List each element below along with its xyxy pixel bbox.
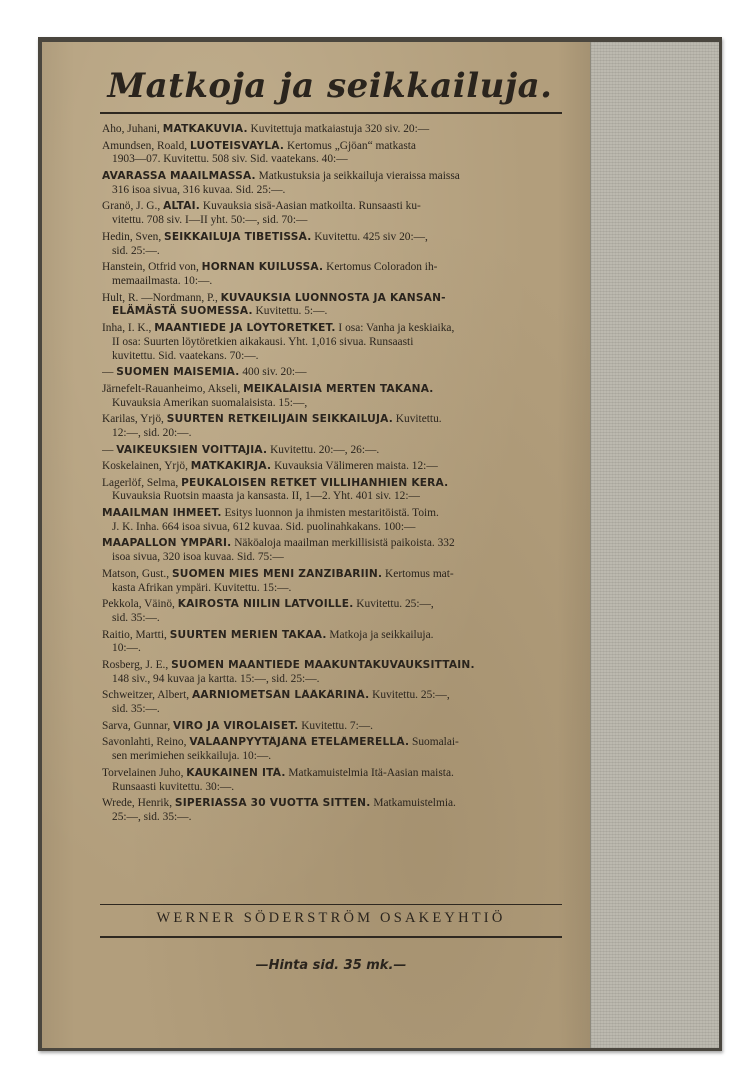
entry-title: VAIKEUKSIEN VOITTAJIA.: [116, 443, 268, 456]
list-item: [102, 507, 564, 535]
entry-description: Kertomus Coloradon ih-: [323, 261, 438, 274]
entry-author: Inha, I. K.,: [102, 321, 155, 334]
entry-author: Granö, J. G.,: [102, 200, 164, 213]
entry-author: Matson, Gust.,: [102, 567, 172, 580]
entry-description: Suomalai-: [409, 736, 459, 749]
entry-continuation: isoa sivua, 320 isoa kuvaa. Sid. 75:—: [112, 551, 284, 564]
entry-title: AVARASSA MAAILMASSA.: [102, 169, 256, 182]
entry-author: Schweitzer, Albert,: [102, 689, 193, 702]
list-item: [102, 123, 564, 137]
list-item: [102, 568, 564, 596]
entry-continuation: sid. 35:—.: [112, 703, 160, 716]
entry-title: KAIROSTA NIILIN LATVOILLE.: [177, 598, 354, 611]
entry-description: Matkamuistelmia Itä-Aasian maista.: [285, 766, 454, 779]
entry-title: AARNIOMETSÄN LÄÄKÄRINÄ.: [192, 689, 370, 702]
publisher-name: WERNER SÖDERSTRÖM OSAKEYHTIÖ: [156, 910, 506, 926]
list-item: [102, 598, 564, 626]
entry-continuation: sen merimiehen seikkailuja. 10:—.: [112, 750, 272, 763]
entry-title: SUOMEN MIES MENI ZANZIBARIIN.: [171, 567, 383, 580]
entry-continuation: II osa: Suurten löytöretkien aikakausi. Yht. 1,016 sivua. Runsaasti: [112, 335, 414, 348]
entry-title-continued: ELÄMÄSTÄ SUOMESSA.: [112, 305, 253, 318]
entry-continuation: Kuvauksia Amerikan suomalaisista. 15:—,: [112, 396, 308, 409]
entry-title: MAANTIEDE JA LÖYTÖRETKET.: [154, 321, 336, 334]
entry-description: Kuvitettu.: [392, 413, 442, 426]
entry-continuation: kasta Afrikan ympäri. Kuvitettu. 15:—.: [112, 581, 292, 594]
entry-description: Kuvauksia Välimeren maista. 12:—: [271, 460, 438, 473]
entry-title: SUOMEN MAANTIEDE MAAKUNTAKUVAUKSITTAIN.: [171, 659, 475, 672]
entry-continuation: 1903—07. Kuvitettu. 508 siv. Sid. vaatekans. 40:—: [112, 153, 348, 166]
entry-title: MAAILMAN IHMEET.: [102, 507, 222, 520]
entry-author: Hanstein, Otfrid von,: [102, 261, 202, 274]
list-item: [102, 689, 564, 717]
entry-title: SUURTEN MERIEN TAKAA.: [169, 628, 327, 641]
entry-description: Kuvitettu. 425 siv 20:—,: [311, 230, 428, 243]
list-item: [102, 413, 564, 441]
entry-title: LUOTEISVÄYLÄ.: [189, 139, 285, 152]
publisher-rule-bottom: [100, 936, 562, 938]
entry-description: Näköaloja maailman merkillisistä paikoista. 332: [231, 537, 455, 550]
entry-continuation: Kuvauksia Ruotsin maasta ja kansasta. II, 1—2. Yht. 401 siv. 12:—: [112, 490, 420, 503]
entry-title: SEIKKAILUJA TIBETISSÄ.: [164, 230, 312, 243]
entry-author: Järnefelt-Rauanheimo, Akseli,: [102, 382, 244, 395]
list-item: [102, 292, 564, 320]
entry-author: Aho, Juhani,: [102, 123, 163, 135]
entry-continuation: 12:—, sid. 20:—.: [112, 426, 192, 439]
entry-title: ALTAI.: [163, 200, 201, 213]
entry-author: —: [102, 366, 117, 379]
entry-description: Kertomus mat-: [382, 567, 454, 580]
list-item: [102, 720, 564, 734]
list-item: [102, 261, 564, 289]
entry-author: Wrede, Henrik,: [102, 797, 175, 810]
entry-continuation: sid. 35:—.: [112, 612, 160, 625]
list-item: [102, 629, 564, 657]
entry-author: Koskelainen, Yrjö,: [102, 460, 191, 473]
entry-continuation: 25:—, sid. 35:—.: [112, 810, 192, 823]
entry-author: Amundsen, Roald,: [102, 139, 190, 152]
list-item: [102, 366, 564, 380]
entry-author: Pekkola, Väinö,: [102, 598, 178, 611]
list-item: [102, 797, 564, 825]
entry-title: HORNAN KUILUSSA.: [201, 261, 324, 274]
entry-author: Karilas, Yrjö,: [102, 413, 167, 426]
entry-title: MATKAKIRJA.: [190, 460, 272, 473]
entry-description: Kertomus „Gjöan“ matkasta: [284, 139, 416, 152]
entry-author: Raitio, Martti,: [102, 628, 170, 641]
entry-description: Kuvitettuja matkaiastuja 320 siv. 20:—: [247, 123, 430, 135]
entry-description: 400 siv. 20:—: [239, 366, 307, 379]
entry-description: Kuvauksia sisä-Aasian matkoilta. Runsaasti ku-: [200, 200, 421, 213]
entry-author: Savonlahti, Reino,: [102, 736, 190, 749]
entry-author: Rosberg, J. E.,: [102, 659, 172, 672]
entry-continuation: 148 siv., 94 kuvaa ja kartta. 15:—, sid. 25:—.: [112, 672, 320, 685]
entry-description: Kuvitettu. 5:—.: [252, 305, 328, 318]
entry-continuation: 10:—.: [112, 642, 141, 655]
list-item: [102, 460, 564, 474]
entry-description: Esitys luonnon ja ihmisten mestaritöistä. Toim.: [221, 507, 439, 520]
entry-continuation: sid. 25:—.: [112, 244, 160, 257]
list-item: [102, 140, 564, 168]
entry-description: Kuvitettu. 25:—,: [369, 689, 450, 702]
entry-title: MATKAKUVIA.: [162, 123, 248, 135]
entry-continuation: Runsaasti kuvitettu. 30:—.: [112, 780, 235, 793]
entry-description: Matkoja ja seikkailuja.: [326, 628, 434, 641]
list-item: [102, 170, 564, 198]
entry-continuation: [112, 305, 564, 319]
list-item: [102, 322, 564, 363]
entry-continuation: 316 isoa sivua, 316 kuvaa. Sid. 25:—.: [112, 183, 286, 196]
entry-author: Hult, R. —Nordmann, P.,: [102, 291, 221, 304]
entry-description: I osa: Vanha ja keskiaika,: [335, 321, 455, 334]
entry-description: Kuvitettu. 7:—.: [298, 719, 374, 732]
entry-title: MEIKÄLÄISIÄ MERTEN TAKANA.: [243, 382, 434, 395]
entry-continuation: memaailmasta. 10:—.: [112, 274, 213, 287]
list-item: [102, 659, 564, 687]
entry-title: KAUKAINEN ITÄ.: [186, 766, 286, 779]
entry-author: Sarva, Gunnar,: [102, 719, 174, 732]
entry-title: MAAPALLON YMPÄRI.: [102, 537, 232, 550]
list-item: [102, 200, 564, 228]
entry-title: SUOMEN MAISEMIA.: [116, 366, 240, 379]
list-item: [102, 537, 564, 565]
entry-author: Hedin, Sven,: [102, 230, 165, 243]
entry-continuation: J. K. Inha. 664 isoa sivua, 612 kuvaa. Sid. puolinahkakans. 100:—: [112, 520, 416, 533]
entry-title: SUURTEN RETKEILIJÄIN SEIKKAILUJA.: [166, 413, 393, 426]
entry-title: SIPERIASSA 30 VUOTTA SITTEN.: [174, 797, 371, 810]
list-item: [102, 477, 564, 505]
entry-description: Kuvitettu. 25:—,: [353, 598, 434, 611]
publisher-rule-top: [100, 904, 562, 905]
entry-continuation: vitettu. 708 siv. I—II yht. 50:—, sid. 70:—: [112, 214, 308, 227]
entry-author: —: [102, 443, 117, 456]
entry-description: Matkustuksia ja seikkailuja vieraissa maissa: [255, 169, 460, 182]
entry-continuation: kuvitettu. Sid. vaatekans. 70:—.: [112, 349, 259, 362]
price-line: —Hinta sid. 35 mk.—: [255, 958, 407, 973]
book-list: [102, 123, 564, 828]
page-title: Matkoja ja seikkailuja.: [107, 66, 553, 106]
list-item: [102, 767, 564, 795]
list-item: [102, 444, 564, 458]
entry-author: Torvelainen Juho,: [102, 766, 187, 779]
list-item: [102, 736, 564, 764]
list-item: [102, 383, 564, 411]
cloth-spine: [590, 42, 719, 1048]
list-item: [102, 231, 564, 259]
entry-title: PEUKALOISEN RETKET VILLIHANHIEN KERA.: [181, 476, 449, 489]
entry-title: KUVAUKSIA LUONNOSTA JA KANSAN-: [220, 291, 446, 304]
entry-description: Matkamuistelmia.: [370, 797, 456, 810]
entry-title: VALAANPYYTÄJÄNÄ ETELÄMERELLÄ.: [189, 736, 410, 749]
entry-description: Kuvitettu. 20:—, 26:—.: [267, 443, 380, 456]
entry-title: VIRO JA VIROLAISET.: [173, 719, 299, 732]
title-rule: [100, 112, 562, 114]
entry-author: Lagerlöf, Selma,: [102, 476, 182, 489]
